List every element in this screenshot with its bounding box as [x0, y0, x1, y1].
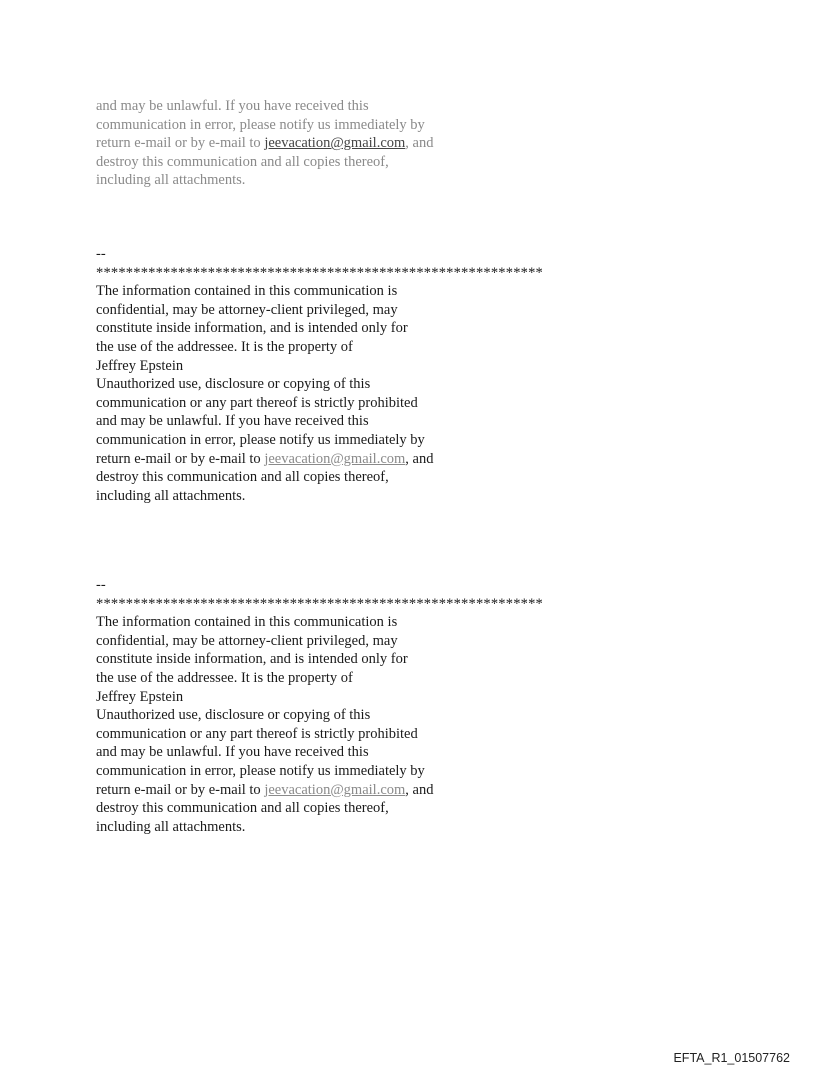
disclaimer-line: Jeffrey Epstein: [96, 688, 184, 705]
asterisk-divider: ************************************************************: [96, 595, 543, 612]
notice-line: [96, 134, 616, 153]
disclaimer-line: confidential, may be attorney-client privileged, may: [96, 632, 398, 649]
confidentiality-disclaimer: [96, 245, 616, 505]
document-id: EFTA_R1_01507762: [673, 1051, 790, 1065]
disclaimer-line: communication or any part thereof is strictly prohibited: [96, 394, 418, 411]
disclaimer-line: Jeffrey Epstein: [96, 357, 184, 374]
disclaimer-line: and may be unlawful. If you have received this: [96, 744, 369, 761]
notice-line: destroy this communication and all copies thereof,: [96, 153, 389, 170]
disclaimer-text: return e-mail or by e-mail to: [96, 450, 265, 467]
confidentiality-disclaimer: [96, 576, 616, 836]
disclaimer-line: constitute inside information, and is intended only for: [96, 320, 408, 337]
disclaimer-text: return e-mail or by e-mail to: [96, 781, 265, 798]
disclaimer-text: , and: [405, 781, 434, 798]
notice-line: including all attachments.: [96, 172, 246, 189]
disclaimer-line: and may be unlawful. If you have received this: [96, 413, 369, 430]
disclaimer-text: , and: [405, 450, 434, 467]
disclaimer-line: confidential, may be attorney-client privileged, may: [96, 301, 398, 318]
disclaimer-line: [96, 450, 616, 469]
disclaimer-line: communication in error, please notify us immediately by: [96, 762, 425, 779]
partial-confidentiality-notice: [96, 97, 616, 190]
disclaimer-line: the use of the addressee. It is the property of: [96, 669, 353, 686]
disclaimer-line: Unauthorized use, disclosure or copying of this: [96, 376, 371, 393]
disclaimer-line: communication or any part thereof is strictly prohibited: [96, 725, 418, 742]
disclaimer-line: Unauthorized use, disclosure or copying of this: [96, 707, 371, 724]
email-link[interactable]: jeevacation@gmail.com: [264, 450, 406, 467]
signature-separator: --: [96, 577, 106, 593]
disclaimer-line: the use of the addressee. It is the property of: [96, 338, 353, 355]
disclaimer-line: including all attachments.: [96, 487, 246, 504]
disclaimer-line: including all attachments.: [96, 818, 246, 835]
notice-text: return e-mail or by e-mail to: [96, 135, 265, 152]
disclaimer-line: communication in error, please notify us immediately by: [96, 431, 425, 448]
notice-text: , and: [405, 135, 434, 152]
disclaimer-line: [96, 781, 616, 800]
disclaimer-line: constitute inside information, and is intended only for: [96, 651, 408, 668]
notice-line: communication in error, please notify us immediately by: [96, 116, 425, 133]
disclaimer-line: destroy this communication and all copies thereof,: [96, 469, 389, 486]
asterisk-divider: ************************************************************: [96, 264, 543, 281]
disclaimer-line: destroy this communication and all copies thereof,: [96, 800, 389, 817]
notice-line: and may be unlawful. If you have received this: [96, 98, 369, 114]
email-link[interactable]: jeevacation@gmail.com: [264, 135, 406, 152]
signature-separator: --: [96, 246, 106, 262]
disclaimer-line: The information contained in this communication is: [96, 283, 398, 300]
email-link[interactable]: jeevacation@gmail.com: [264, 781, 406, 798]
disclaimer-line: The information contained in this communication is: [96, 614, 398, 631]
